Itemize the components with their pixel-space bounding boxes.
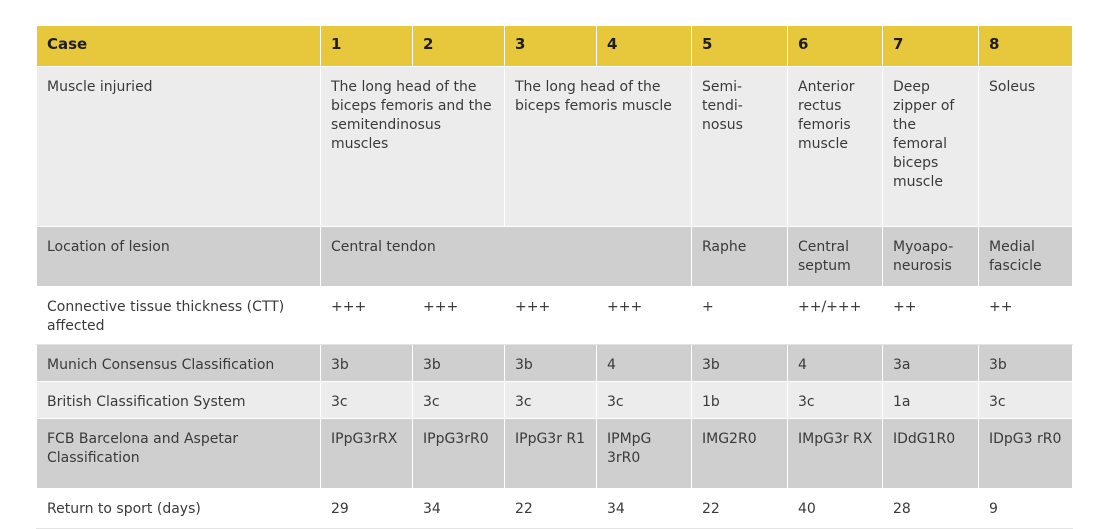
british-row — [37, 381, 1073, 418]
muscle-cases-3-4: The long head of the biceps femoris muscle — [505, 66, 692, 226]
location-case-8: Medial fascicle — [979, 226, 1073, 286]
munich-case-1: 3b — [321, 344, 413, 381]
ctt-case-6: ++/+++ — [788, 286, 883, 344]
row-label: British Classification System — [37, 381, 321, 418]
muscle-case-7: Deep zipper of the femoral biceps muscle — [883, 66, 979, 226]
fcb-case-8: IDpG3 rR0 — [979, 418, 1073, 488]
case-number-8: 8 — [979, 26, 1073, 66]
return-case-1: 29 — [321, 488, 413, 528]
fcb-case-2: IPpG3rR0 — [413, 418, 505, 488]
return-case-5: 22 — [692, 488, 788, 528]
location-case-5: Raphe — [692, 226, 788, 286]
ctt-case-2: +++ — [413, 286, 505, 344]
muscle-cases-1-2: The long head of the biceps femoris and the semitendinosus muscles — [321, 66, 505, 226]
header-label: Case — [37, 26, 321, 66]
location-cases-1-4: Central tendon — [321, 226, 692, 286]
case-number-7: 7 — [883, 26, 979, 66]
british-case-4: 3c — [597, 381, 692, 418]
ctt-case-1: +++ — [321, 286, 413, 344]
british-case-2: 3c — [413, 381, 505, 418]
location-case-7: Myoapo-neurosis — [883, 226, 979, 286]
location-row — [37, 226, 1073, 286]
british-case-3: 3c — [505, 381, 597, 418]
muscle-injured-row — [37, 66, 1073, 226]
case-number-1: 1 — [321, 26, 413, 66]
british-case-6: 3c — [788, 381, 883, 418]
british-case-7: 1a — [883, 381, 979, 418]
ctt-case-7: ++ — [883, 286, 979, 344]
ctt-case-4: +++ — [597, 286, 692, 344]
fcb-case-6: IMpG3r RX — [788, 418, 883, 488]
munich-case-7: 3a — [883, 344, 979, 381]
ctt-case-3: +++ — [505, 286, 597, 344]
muscle-case-8: Soleus — [979, 66, 1073, 226]
munich-case-3: 3b — [505, 344, 597, 381]
return-case-7: 28 — [883, 488, 979, 528]
munich-case-6: 4 — [788, 344, 883, 381]
ctt-row — [37, 286, 1073, 344]
munich-case-5: 3b — [692, 344, 788, 381]
row-label: Muscle injuried — [37, 66, 321, 226]
british-case-5: 1b — [692, 381, 788, 418]
fcb-case-1: IPpG3rRX — [321, 418, 413, 488]
row-label: Return to sport (days) — [37, 488, 321, 528]
return-case-4: 34 — [597, 488, 692, 528]
munich-case-2: 3b — [413, 344, 505, 381]
return-case-2: 34 — [413, 488, 505, 528]
fcb-row — [37, 418, 1073, 488]
muscle-case-6: Anterior rectus femoris muscle — [788, 66, 883, 226]
return-case-8: 9 — [979, 488, 1073, 528]
case-number-3: 3 — [505, 26, 597, 66]
case-number-4: 4 — [597, 26, 692, 66]
case-number-2: 2 — [413, 26, 505, 66]
ctt-case-8: ++ — [979, 286, 1073, 344]
case-number-6: 6 — [788, 26, 883, 66]
british-case-1: 3c — [321, 381, 413, 418]
row-label: Munich Consensus Classification — [37, 344, 321, 381]
row-label: FCB Barcelona and Aspetar Classification — [37, 418, 321, 488]
fcb-case-3: IPpG3r R1 — [505, 418, 597, 488]
return-case-6: 40 — [788, 488, 883, 528]
munich-row — [37, 344, 1073, 381]
return-to-sport-row — [37, 488, 1073, 528]
ctt-case-5: + — [692, 286, 788, 344]
location-case-6: Central septum — [788, 226, 883, 286]
fcb-case-4: IPMpG 3rR0 — [597, 418, 692, 488]
fcb-case-5: IMG2R0 — [692, 418, 788, 488]
header-row — [37, 26, 1073, 66]
clinical-cases-table — [36, 26, 1073, 529]
row-label: Location of lesion — [37, 226, 321, 286]
return-case-3: 22 — [505, 488, 597, 528]
british-case-8: 3c — [979, 381, 1073, 418]
fcb-case-7: IDdG1R0 — [883, 418, 979, 488]
row-label: Connective tissue thickness (CTT) affected — [37, 286, 321, 344]
muscle-case-5: Semi-tendi-nosus — [692, 66, 788, 226]
case-number-5: 5 — [692, 26, 788, 66]
munich-case-8: 3b — [979, 344, 1073, 381]
munich-case-4: 4 — [597, 344, 692, 381]
